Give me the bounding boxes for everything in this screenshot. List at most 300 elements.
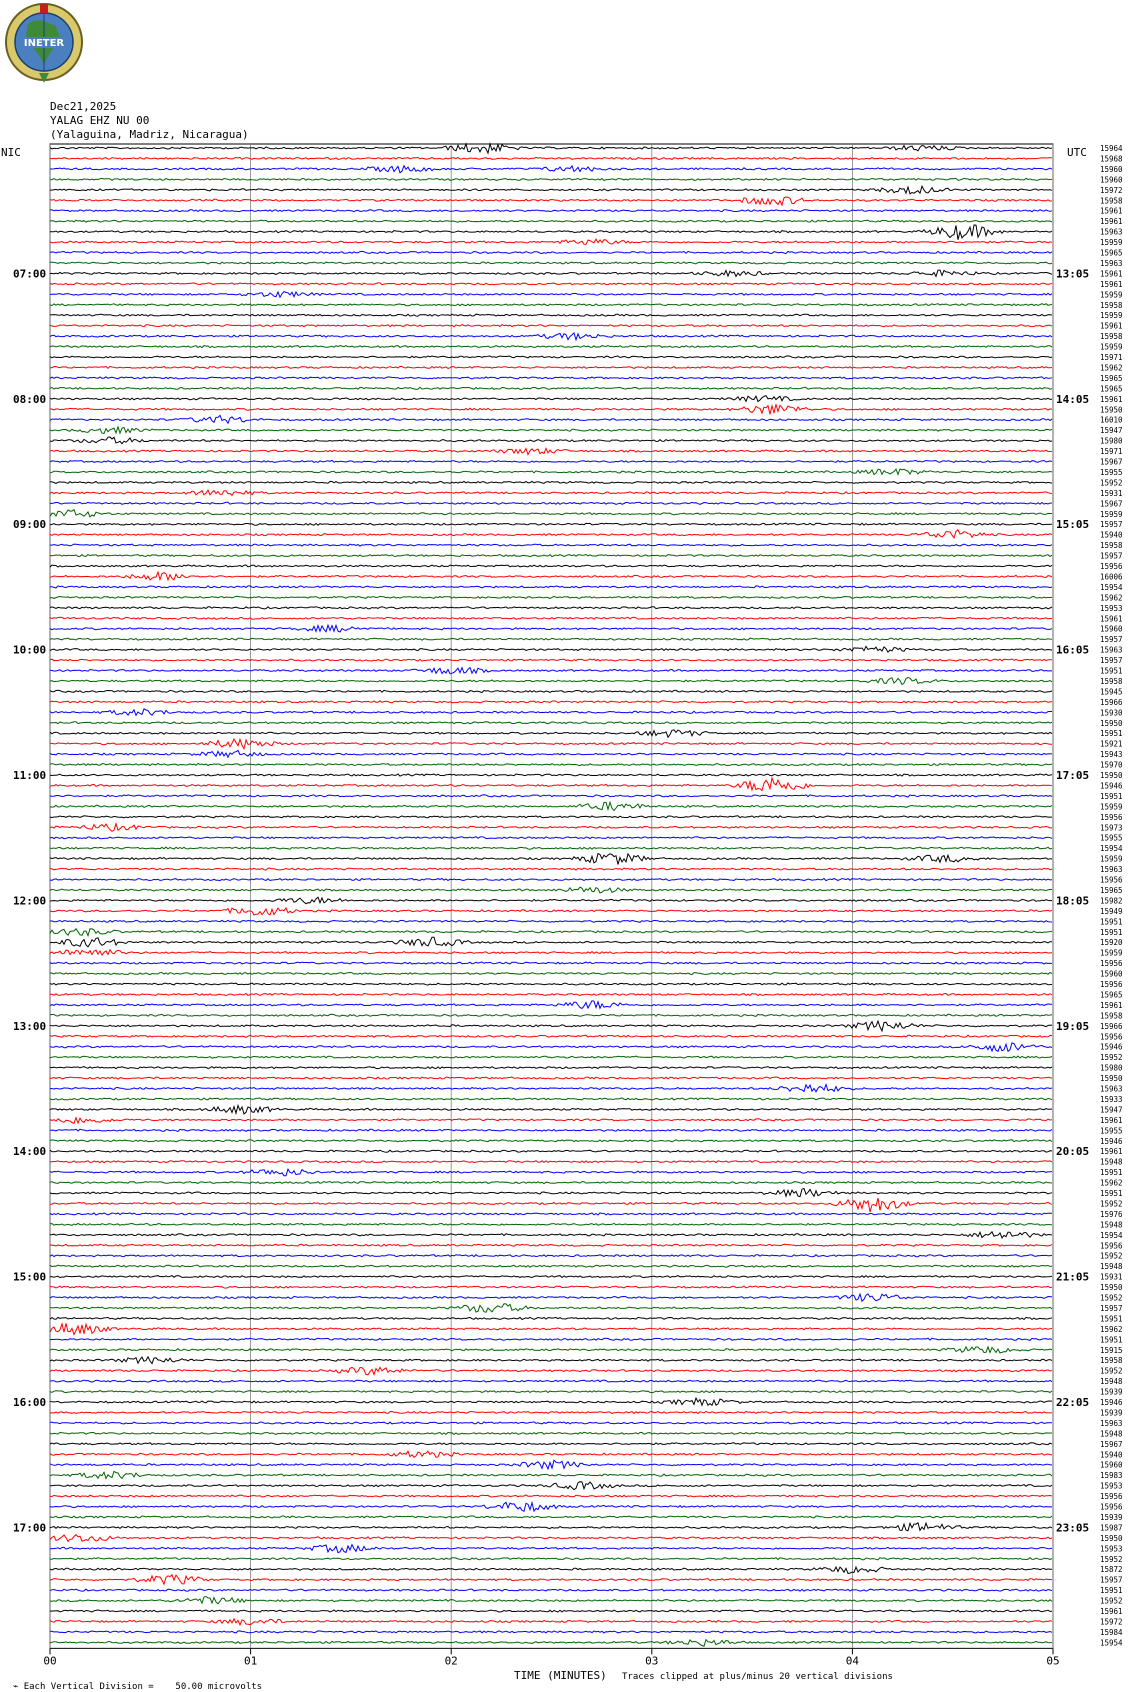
trace-count-label: 15960 [1100,969,1123,979]
x-tick-label: 05 [1046,1654,1060,1668]
trace-count-label: 15915 [1100,1345,1123,1355]
trace-count-label: 15976 [1100,1209,1123,1219]
left-hour-label: 10:00 [13,643,47,657]
left-hour-label: 13:00 [13,1019,47,1033]
trace-count-label: 15959 [1100,342,1123,352]
seismic-trace [50,1294,1052,1301]
left-hour-label: 14:00 [13,1145,47,1159]
trace-count-label: 15953 [1100,603,1123,613]
seismic-trace [50,1232,1052,1238]
trace-count-label: 15972 [1100,185,1123,195]
location-label: (Yalaguina, Madriz, Nicaragua) [50,128,249,141]
seismic-trace [50,1411,1052,1413]
trace-count-label: 15965 [1100,373,1123,383]
seismic-trace [50,270,1052,276]
trace-count-label: 15952 [1100,1366,1123,1376]
seismic-trace [50,1223,1052,1225]
trace-count-label: 15962 [1100,1178,1123,1188]
trace-count-label: 15952 [1100,1053,1123,1063]
trace-count-label: 15963 [1100,865,1123,875]
seismic-trace [50,1451,1052,1457]
trace-count-label: 15967 [1100,1439,1123,1449]
trace-count-label: 15961 [1100,614,1123,624]
seismic-trace [50,638,1052,640]
seismic-trace [50,448,1052,454]
trace-count-label: 15987 [1100,1523,1123,1533]
seismic-trace [50,1523,1052,1531]
trace-count-label: 15951 [1100,917,1123,927]
seismic-trace [50,469,1052,475]
right-hour-label: 15:05 [1056,518,1090,532]
right-hour-label: 22:05 [1056,1396,1090,1409]
seismic-trace [50,1535,1052,1542]
trace-count-label: 15971 [1100,447,1123,457]
trace-count-label: 15961 [1100,217,1123,227]
trace-count-label: 16010 [1100,415,1123,425]
seismic-trace [50,1150,1052,1152]
right-timezone-label: UTC [1067,146,1087,159]
trace-count-label: 15951 [1100,1189,1123,1198]
seismic-trace [50,1014,1052,1016]
trace-count-label: 15950 [1100,718,1123,728]
trace-count-label: 15980 [1100,436,1123,446]
trace-count-label: 15958 [1100,332,1123,342]
left-hour-label: 16:00 [13,1396,47,1409]
seismic-trace [50,356,1052,358]
trace-count-label: 15951 [1100,1168,1123,1178]
trace-count-label: 15958 [1100,1011,1123,1021]
seismic-trace [50,920,1052,922]
trace-count-label: 15951 [1100,1586,1123,1596]
seismic-trace [50,1286,1052,1288]
seismic-trace [50,530,1052,538]
seismic-trace [50,1495,1052,1497]
seismic-trace [50,1422,1052,1424]
seismic-trace [50,220,1052,222]
trace-count-label: 15967 [1100,499,1123,509]
trace-count-label: 15968 [1100,154,1123,164]
trace-count-label: 15954 [1100,582,1123,592]
seismic-trace [50,1182,1052,1184]
trace-count-label: 15967 [1100,457,1123,467]
seismic-trace [50,1317,1052,1319]
trace-count-label: 15956 [1100,1502,1123,1512]
trace-count-label: 15956 [1100,1032,1123,1042]
trace-count-label: 15960 [1100,164,1123,174]
trace-count-label: 15965 [1100,384,1123,394]
left-hour-label: 11:00 [13,769,47,782]
trace-count-label: 15955 [1100,467,1123,477]
trace-count-label: 15959 [1100,238,1123,248]
seismic-trace [50,1575,1052,1584]
trace-count-label: 15965 [1100,885,1123,895]
seismic-trace [50,510,1052,517]
seismic-trace [50,1516,1052,1518]
seismic-trace [50,565,1052,567]
seismic-trace [50,251,1052,253]
trace-count-label: 15949 [1100,906,1123,916]
seismic-trace [50,816,1052,818]
seismic-trace [50,460,1052,462]
trace-count-label: 15958 [1100,196,1123,206]
seismic-trace [50,847,1052,849]
trace-count-label: 15950 [1100,405,1123,415]
trace-count-label: 15940 [1100,530,1123,540]
seismic-trace [50,1106,1052,1115]
seismic-trace [50,1043,1052,1052]
trace-count-label: 15963 [1100,1084,1123,1094]
trace-count-label: 15952 [1100,478,1123,488]
left-hour-label: 09:00 [13,518,47,532]
seismic-trace [50,690,1052,692]
trace-count-label: 15964 [1100,144,1123,153]
seismic-trace [50,404,1052,414]
left-hour-label: 15:00 [13,1270,47,1284]
seismic-trace [50,490,1052,495]
trace-count-label: 15965 [1100,990,1123,1000]
right-hour-label: 21:05 [1056,1270,1090,1284]
seismic-trace [50,1610,1052,1612]
trace-count-label: 15951 [1100,729,1123,739]
seismic-trace [50,1085,1052,1092]
trace-count-label: 15961 [1100,206,1123,216]
trace-count-label: 15939 [1100,1408,1123,1418]
trace-count-label: 15962 [1100,363,1123,373]
trace-count-label: 15956 [1100,1241,1123,1251]
trace-count-label: 15957 [1100,1303,1123,1313]
trace-count-label: 15946 [1100,1136,1123,1146]
seismic-trace [50,166,1052,173]
seismic-trace [50,778,1052,791]
seismic-trace [50,366,1052,368]
seismic-trace [50,908,1052,915]
seismic-trace [50,937,1052,947]
seismic-trace [50,481,1052,483]
seismic-trace [50,1276,1052,1278]
trace-count-label: 15872 [1100,1565,1123,1575]
seismic-trace [50,983,1052,985]
seismic-trace [50,596,1052,598]
trace-count-label: 15972 [1100,1617,1123,1627]
seismic-trace [50,607,1052,609]
left-timezone-label: NIC [1,146,21,159]
x-tick-label: 01 [243,1654,258,1668]
trace-count-label: 15946 [1100,1398,1123,1407]
seismic-trace [50,668,1052,674]
seismic-trace [50,709,1052,715]
seismic-trace [50,1502,1052,1511]
seismic-trace [50,387,1052,389]
seismic-trace [50,1558,1052,1560]
seismic-trace [50,1482,1052,1490]
seismic-trace [50,1067,1052,1069]
seismic-trace [50,1198,1052,1212]
trace-count-label: 15953 [1100,1544,1123,1554]
seismic-trace [50,1545,1052,1553]
seismic-trace [50,304,1052,306]
seismic-trace [50,1001,1052,1009]
seismic-trace [50,854,1052,865]
seismic-trace [50,1347,1052,1353]
trace-count-label: 15954 [1100,1230,1123,1240]
right-hour-label: 18:05 [1056,894,1090,908]
x-axis-title: TIME (MINUTES) [514,1669,607,1682]
clip-note: Traces clipped at plus/minus 20 vertical divisions [622,1672,893,1682]
trace-count-label: 15946 [1100,1042,1123,1052]
trace-count-label: 15948 [1100,1429,1123,1439]
seismic-trace [50,795,1052,797]
right-hour-label: 20:05 [1056,1145,1090,1159]
left-hour-label: 08:00 [13,392,47,406]
seismic-trace [50,239,1052,244]
trace-count-label: 15956 [1100,959,1123,969]
seismic-trace [50,1161,1052,1163]
trace-count-label: 15965 [1100,248,1123,258]
seismic-trace [50,897,1052,904]
trace-count-label: 15959 [1100,802,1123,812]
trace-count-label: 15966 [1100,1021,1123,1031]
seismic-trace [50,722,1052,724]
trace-count-label: 15951 [1100,1335,1123,1345]
trace-count-label: 15933 [1100,1094,1123,1104]
seismic-trace [50,415,1052,423]
seismic-trace [50,292,1052,298]
trace-count-label: 15966 [1100,697,1123,707]
trace-count-label: 15950 [1100,1283,1123,1293]
seismic-trace [50,1304,1052,1313]
seismic-trace [50,659,1052,661]
seismic-trace [50,586,1052,588]
trace-count-label: 15960 [1100,175,1123,185]
seismic-trace [50,1367,1052,1375]
trace-count-label: 15963 [1100,1418,1123,1428]
seismic-trace [50,1380,1052,1382]
seismic-trace [50,730,1052,737]
trace-count-label: 15962 [1100,1324,1123,1334]
right-hour-label: 14:05 [1056,392,1090,406]
trace-count-label: 15921 [1100,739,1123,749]
seismic-trace [50,993,1052,995]
seismic-trace [50,437,1052,444]
trace-count-label: 15952 [1100,1293,1123,1303]
trace-count-label: 15939 [1100,1512,1123,1522]
seismic-trace [50,962,1052,964]
trace-count-label: 15961 [1100,1147,1123,1157]
seismic-trace [50,646,1052,652]
seismic-trace [50,346,1052,348]
trace-count-label: 15952 [1100,1251,1123,1261]
trace-count-label: 15930 [1100,708,1123,718]
seismic-trace [50,1118,1052,1124]
trace-count-label: 15955 [1100,833,1123,843]
trace-count-label: 15954 [1100,1638,1123,1648]
right-hour-label: 16:05 [1056,643,1090,657]
trace-count-label: 15961 [1100,321,1123,331]
trace-count-label: 15940 [1100,1450,1123,1460]
seismic-trace [50,314,1052,316]
left-hour-label: 17:00 [13,1521,47,1535]
seismic-trace [50,1631,1052,1633]
trace-count-label: 15959 [1100,311,1123,321]
trace-count-label: 15958 [1100,541,1123,551]
trace-count-label: 15957 [1100,635,1123,645]
x-tick-label: 03 [645,1654,659,1668]
seismic-trace [50,751,1052,758]
seismic-trace [50,502,1052,504]
trace-count-label: 15963 [1100,258,1123,268]
station-label: YALAG EHZ NU 00 [50,114,150,127]
seismic-trace [50,1443,1052,1445]
seismic-trace [50,1338,1052,1340]
seismic-trace [50,1619,1052,1625]
seismic-trace [50,802,1052,810]
seismic-trace [50,396,1052,402]
trace-count-label: 15947 [1100,1105,1123,1115]
seismic-trace [50,1021,1052,1031]
seismic-trace [50,1056,1052,1058]
seismic-trace [50,325,1052,327]
trace-count-label: 15951 [1100,1314,1123,1324]
trace-count-label: 15951 [1100,791,1123,801]
trace-count-label: 15948 [1100,1220,1123,1230]
trace-count-label: 15958 [1100,676,1123,686]
seismic-trace [50,210,1052,212]
trace-count-label: 15959 [1100,290,1123,300]
seismic-trace [50,617,1052,619]
trace-count-label: 15959 [1100,509,1123,519]
seismic-trace [50,678,1052,685]
seismic-trace [50,427,1052,434]
seismic-trace [50,157,1052,159]
x-tick-label: 00 [43,1654,57,1668]
trace-count-label: 15952 [1100,1596,1123,1606]
trace-count-label: 15946 [1100,781,1123,791]
left-hour-label: 12:00 [13,894,47,908]
trace-count-label: 15954 [1100,844,1123,854]
seismic-trace [50,1265,1052,1267]
seismic-trace [50,1432,1052,1434]
seismic-trace [50,1129,1052,1131]
seismic-trace [50,701,1052,703]
seismic-trace [50,868,1052,870]
trace-count-label: 15963 [1100,227,1123,237]
seismic-trace [50,929,1052,936]
seismic-trace [50,186,1052,194]
seismic-trace [50,625,1052,632]
seismic-trace [50,887,1052,893]
seismic-trace [50,333,1052,340]
trace-count-label: 15955 [1100,1126,1123,1136]
trace-count-label: 15963 [1100,645,1123,655]
seismic-trace [50,1035,1052,1037]
trace-count-label: 15958 [1100,300,1123,310]
seismic-trace [50,1213,1052,1215]
seismic-trace [50,523,1052,525]
trace-count-label: 16006 [1100,572,1123,582]
trace-count-label: 15961 [1100,269,1123,279]
seismic-trace [50,764,1052,766]
seismic-trace [50,739,1052,749]
trace-count-label: 15983 [1100,1471,1123,1481]
trace-count-label: 15956 [1100,1492,1123,1502]
trace-count-label: 15971 [1100,353,1123,362]
left-hour-label: 07:00 [13,267,47,281]
seismic-trace [50,1460,1052,1469]
seismic-trace [50,1098,1052,1100]
seismic-trace [50,555,1052,557]
x-tick-label: 04 [845,1654,860,1668]
seismic-trace [50,1244,1052,1246]
trace-count-label: 15958 [1100,1356,1123,1366]
seismic-trace [50,1169,1052,1176]
seismic-trace [50,572,1052,580]
trace-count-label: 15957 [1100,656,1123,666]
trace-count-label: 15956 [1100,812,1123,822]
right-hour-label: 23:05 [1056,1521,1090,1535]
logo-text: INETER [23,38,65,49]
seismic-trace [50,879,1052,881]
right-hour-label: 13:05 [1056,267,1090,281]
date-label: Dec21,2025 [50,100,117,113]
trace-count-label: 15950 [1100,1074,1123,1084]
trace-count-label: 15961 [1100,394,1123,404]
trace-count-label: 15943 [1100,750,1123,760]
trace-count-label: 15959 [1100,854,1123,864]
seismic-trace [50,837,1052,839]
x-tick-label: 02 [444,1654,458,1668]
seismic-trace [50,197,1052,205]
trace-count-label: 15961 [1100,279,1123,289]
seismic-trace [50,262,1052,264]
seismic-trace [50,824,1052,832]
right-hour-label: 17:05 [1056,769,1090,782]
trace-count-label: 15948 [1100,1377,1123,1387]
trace-count-label: 15960 [1100,624,1123,634]
seismic-trace [50,1391,1052,1393]
trace-count-label: 15957 [1100,551,1123,561]
trace-count-label: 15953 [1100,1481,1123,1491]
trace-count-label: 15950 [1100,771,1123,780]
trace-count-label: 15952 [1100,1554,1123,1564]
seismic-trace [50,283,1052,285]
seismic-trace [50,1189,1052,1197]
trace-count-label: 15962 [1100,593,1123,603]
trace-count-label: 15948 [1100,1262,1123,1272]
trace-count-label: 15982 [1100,896,1123,906]
right-hour-label: 19:05 [1056,1019,1090,1033]
trace-count-label: 15931 [1100,1272,1123,1282]
seismic-trace [50,178,1052,180]
seismic-trace [50,1255,1052,1257]
trace-count-label: 15951 [1100,927,1123,937]
seismic-trace [50,225,1052,240]
seismic-trace [50,377,1052,379]
seismic-trace [50,1357,1052,1364]
seismic-trace [50,544,1052,546]
scale-icon: ⌁ [12,1682,24,1692]
trace-count-label: 15980 [1100,1063,1123,1073]
trace-count-label: 15961 [1100,1000,1123,1010]
trace-count-label: 15961 [1100,1607,1123,1616]
trace-count-label: 15950 [1100,1533,1123,1543]
trace-count-label: 15960 [1100,1460,1123,1470]
trace-count-label: 15939 [1100,1387,1123,1397]
seismic-trace [50,973,1052,975]
trace-count-label: 15956 [1100,562,1123,571]
seismic-trace [50,1140,1052,1142]
trace-count-label: 15945 [1100,687,1123,697]
seismic-trace [50,1567,1052,1573]
